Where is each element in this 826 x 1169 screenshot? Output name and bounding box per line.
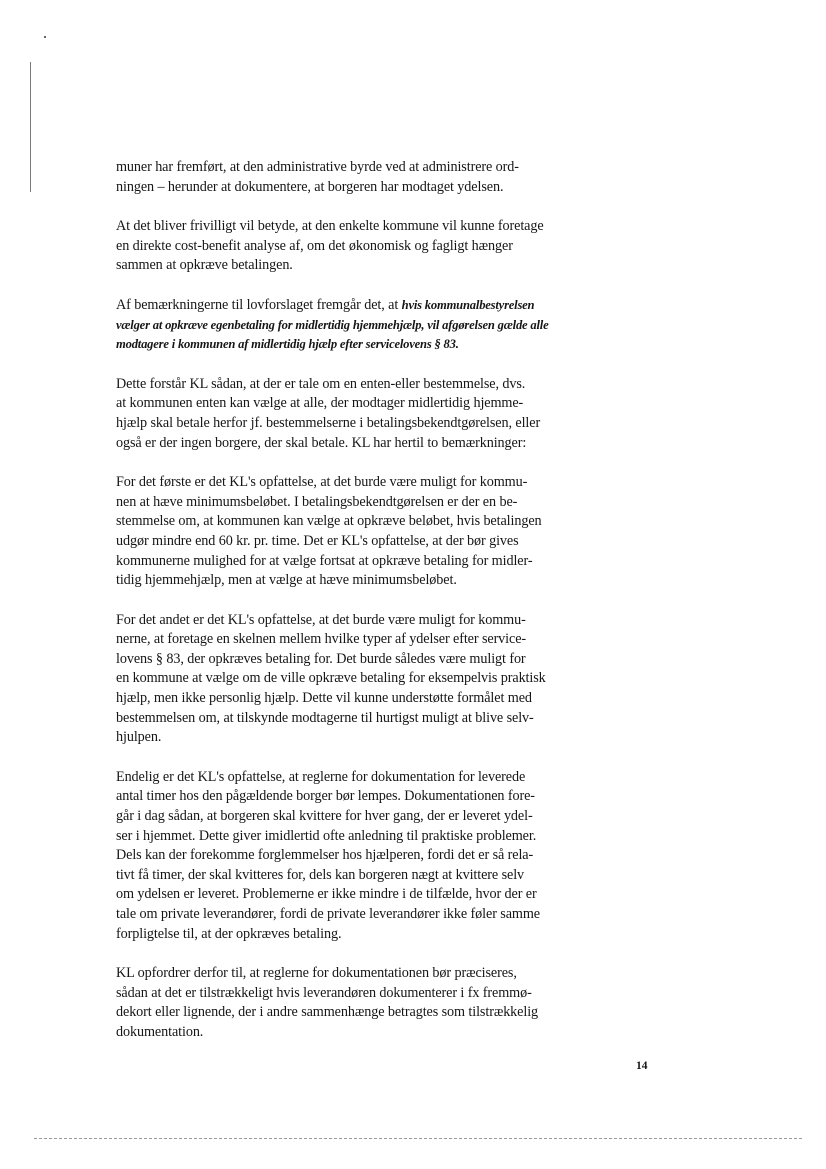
text-line: sammen at opkræve betalingen. [116, 257, 293, 274]
text-line: KL opfordrer derfor til, at reglerne for dokumentationen bør præciseres, [116, 965, 517, 982]
paragraph-5 [116, 473, 600, 591]
text-line: tale om private leverandører, fordi de private leverandører ikke føler samme [116, 906, 540, 922]
text-line: en kommune at vælge om de ville opkræve betaling for eksempelvis praktisk [116, 670, 546, 687]
text-line: dokumentation. [116, 1023, 204, 1040]
text-line: Dels kan der forekomme forglemmelser hos hjælperen, fordi det er så rela- [116, 847, 534, 864]
text-line: At det bliver frivilligt vil betyde, at den enkelte kommune vil kunne foretage [116, 218, 544, 235]
text-line: tivt få timer, der skal kvitteres for, dels kan borgeren nægt at kvittere selv [116, 866, 525, 883]
quote-text: modtagere i kommunen af midlertidig hjælp efter servicelovens § 83. [116, 337, 459, 352]
text-line: dekort eller lignende, der i andre sammenhænge betragtes som tilstrækkelig [116, 1004, 539, 1021]
scan-bottom-line [34, 1138, 802, 1139]
text-line: at kommunen enten kan vælge at alle, der modtager midlertidig hjemme- [116, 395, 524, 412]
paragraph-1 [116, 158, 600, 197]
text-line: ser i hjemmet. Dette giver imidlertid ofte anledning til praktiske problemer. [116, 827, 537, 844]
paragraph-4 [116, 375, 600, 453]
text-line: forpligtelse til, at der opkræves betaling. [116, 925, 342, 942]
text-line: stemmelse om, at kommunen kan vælge at opkræve beløbet, hvis betalingen [116, 513, 542, 530]
text-line: om ydelsen er leveret. Problemerne er ikke mindre i de tilfælde, hvor der er [116, 886, 537, 903]
body-text [116, 158, 600, 1063]
quote-intro: Af bemærkningerne til lovforslaget fremgår det, at [116, 296, 402, 313]
text-line: går i dag sådan, at borgeren skal kvittere for hver gang, der er leveret ydel- [116, 808, 533, 825]
paragraph-3-quote [116, 296, 600, 355]
scan-speck [44, 36, 46, 38]
paragraph-6 [116, 611, 600, 748]
paragraph-2 [116, 217, 600, 276]
text-line: antal timer hos den pågældende borger bør lempes. Dokumentationen fore- [116, 788, 535, 805]
text-line: tidig hjemmehjælp, men at vælge at hæve minimumsbeløbet. [116, 572, 457, 589]
text-line: ningen – herunder at dokumentere, at borgeren har modtaget ydelsen. [116, 178, 504, 195]
text-line [116, 316, 600, 336]
quote-text: hvis kommunalbestyrelsen [401, 297, 535, 312]
quote-text: vælger at opkræve egenbetaling for midlertidig hjemmehjælp, vil afgørelsen gælde alle [116, 317, 549, 332]
text-line: Dette forstår KL sådan, at der er tale om en enten-eller bestemmelse, dvs. [116, 375, 526, 392]
text-line [116, 296, 600, 316]
text-line: hjælp skal betale herfor jf. bestemmelserne i betalingsbekendtgørelsen, eller [116, 414, 541, 431]
text-line: hjælp, men ikke personlig hjælp. Dette vil kunne understøtte formålet med [116, 690, 532, 707]
text-line: For det andet er det KL's opfattelse, at det burde være muligt for kommu- [116, 611, 526, 628]
text-line: bestemmelsen om, at tilskynde modtagerne til hurtigst muligt at blive selv- [116, 709, 534, 726]
text-line: sådan at det er tilstrækkeligt hvis leverandøren dokumenterer i fx fremmø- [116, 984, 532, 1001]
text-line: kommunerne mulighed for at vælge fortsat at opkræve betaling for midler- [116, 552, 533, 569]
text-line [116, 335, 600, 355]
paragraph-8 [116, 964, 600, 1042]
text-line: en direkte cost-benefit analyse af, om det økonomisk og fagligt hænger [116, 237, 513, 254]
text-line: Endelig er det KL's opfattelse, at reglerne for dokumentation for leverede [116, 768, 526, 785]
text-line: nerne, at foretage en skelnen mellem hvilke typer af ydelser efter service- [116, 631, 527, 648]
text-line: udgør mindre end 60 kr. pr. time. Det er KL's opfattelse, at der bør gives [116, 532, 519, 549]
text-line: muner har fremført, at den administrative byrde ved at administrere ord- [116, 159, 519, 175]
text-line: nen at hæve minimumsbeløbet. I betalingsbekendtgørelsen er der en be- [116, 493, 518, 510]
text-line: For det første er det KL's opfattelse, at det burde være muligt for kommu- [116, 474, 528, 491]
margin-rule [30, 62, 31, 192]
paragraph-7 [116, 768, 600, 944]
text-line: hjulpen. [116, 729, 162, 746]
text-line: lovens § 83, der opkræves betaling for. Det burde således være muligt for [116, 650, 526, 667]
text-line: også er der ingen borgere, der skal betale. KL har hertil to bemærkninger: [116, 434, 527, 451]
page-number: 14 [636, 1060, 648, 1072]
